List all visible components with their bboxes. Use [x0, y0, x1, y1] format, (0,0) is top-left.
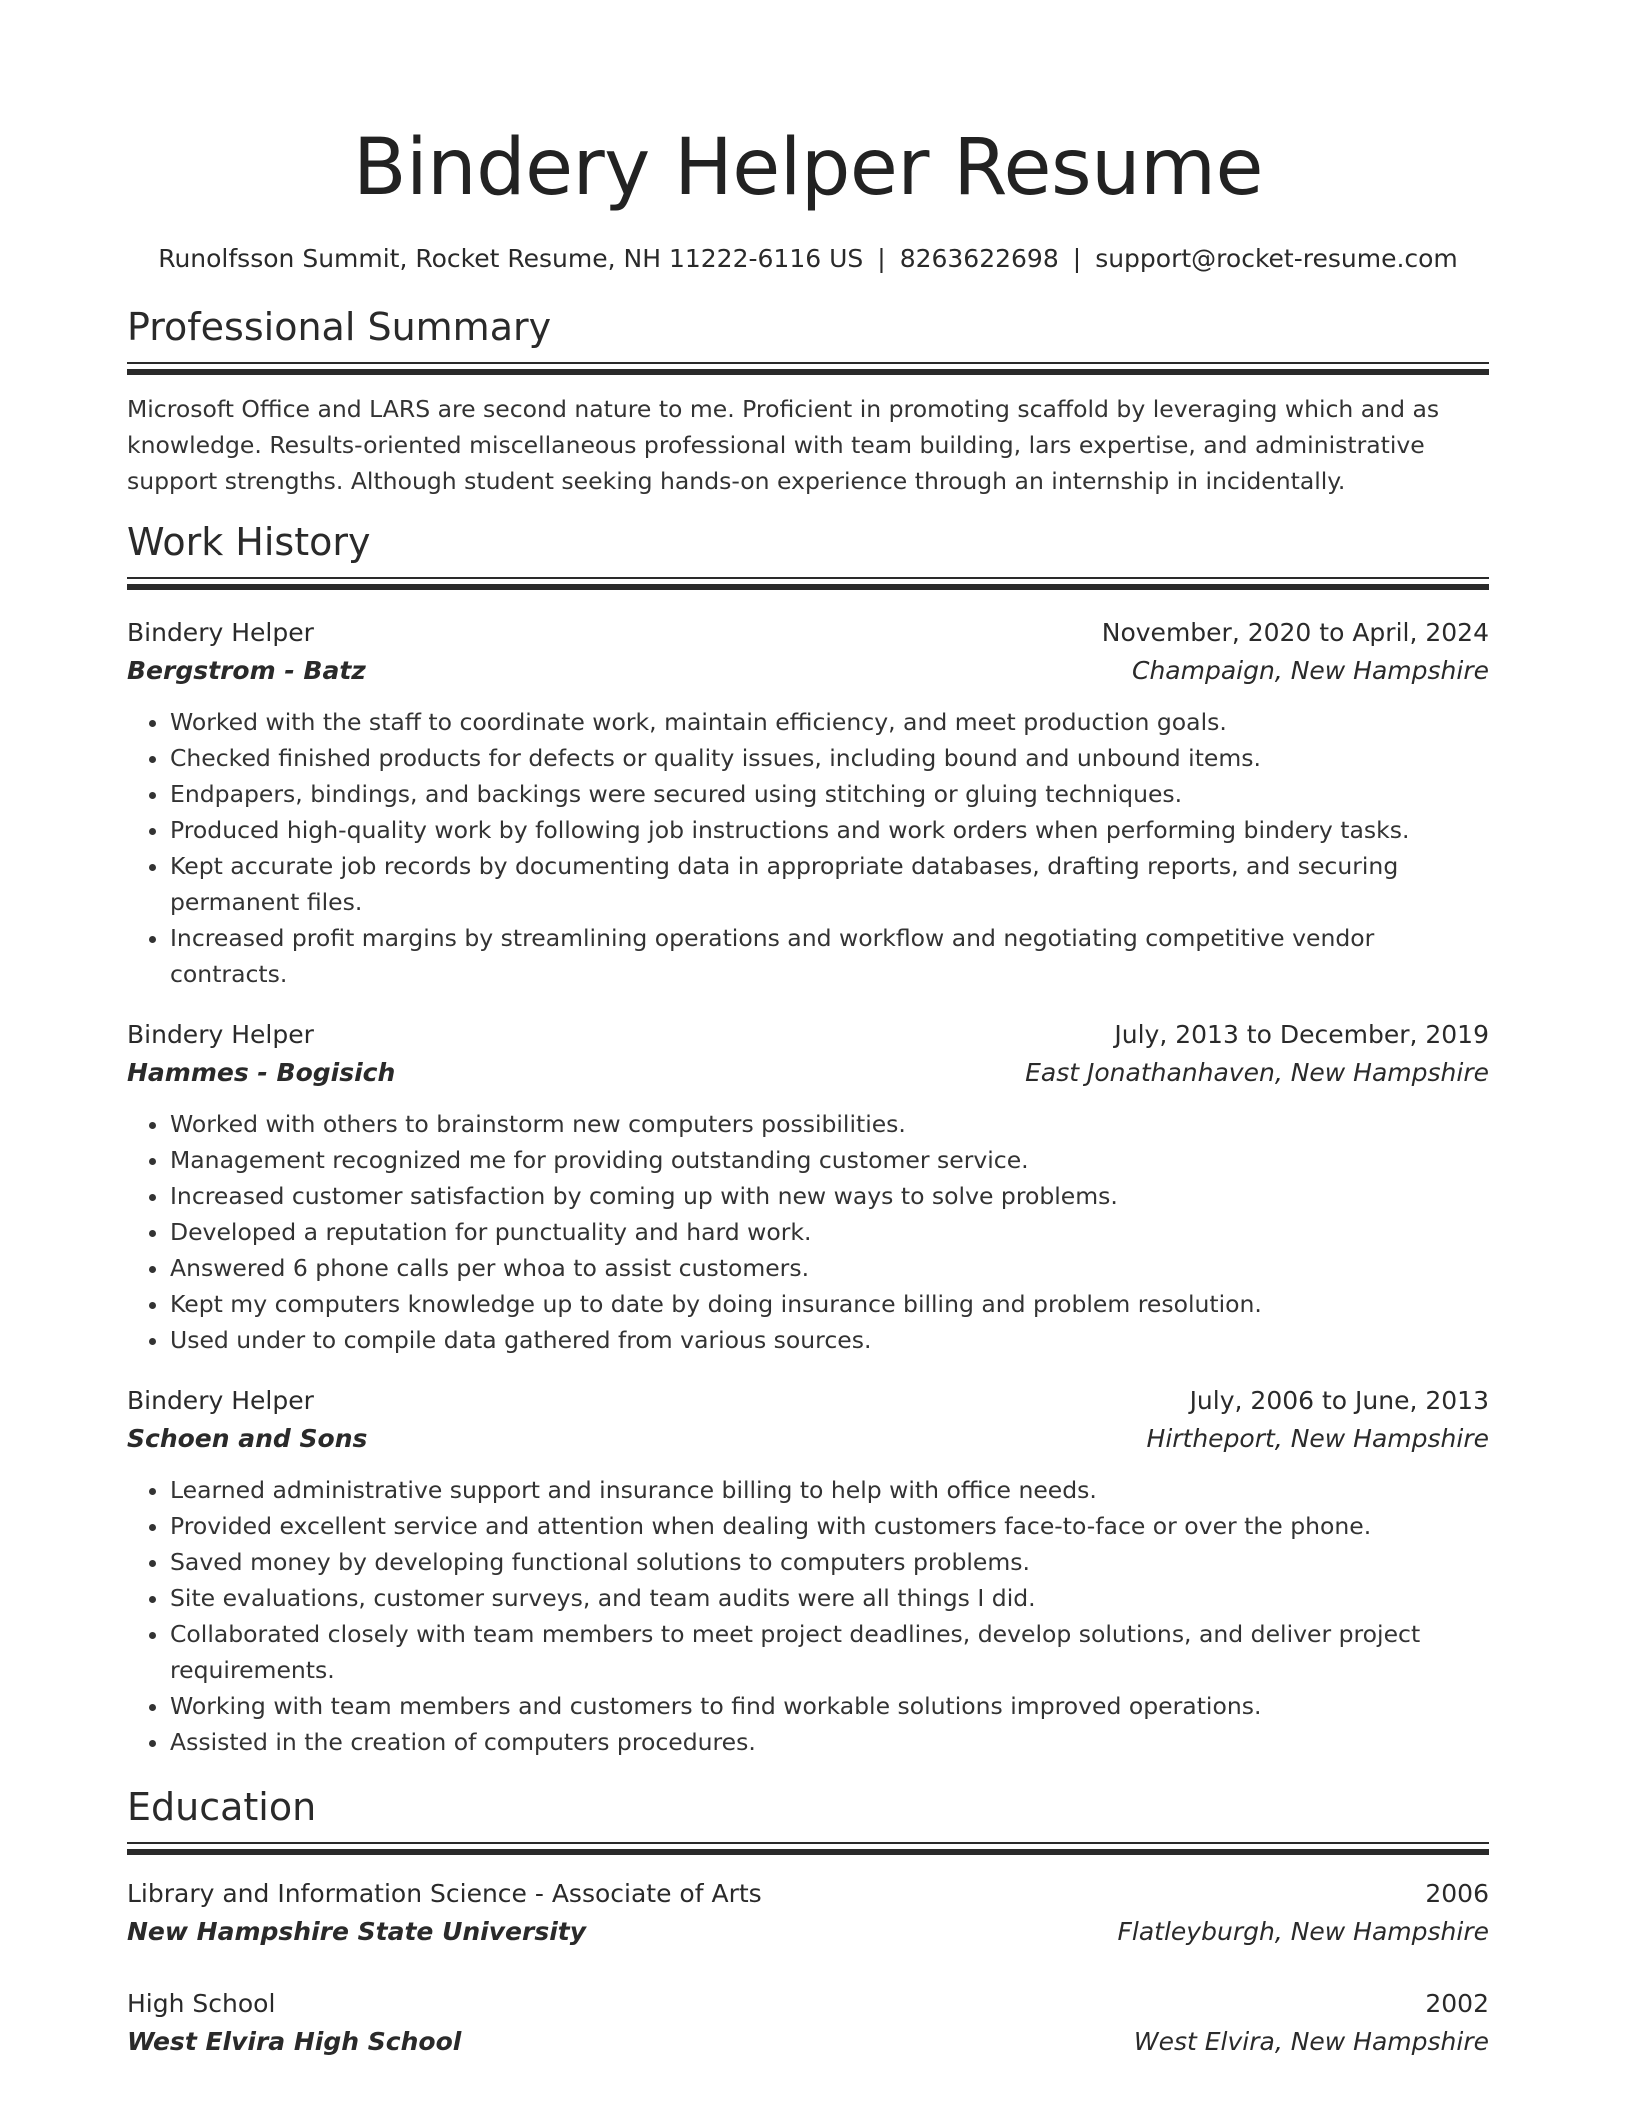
job-bullet: • Developed a reputation for punctuality and hard work.: [170, 1214, 1489, 1250]
job-company: Bergstrom - Batz: [127, 656, 366, 685]
job-bullet: • Provided excellent service and attention when dealing with customers face-to-face or over the phone.: [170, 1508, 1489, 1544]
section-title-summary: Professional Summary: [127, 305, 552, 349]
job-header-row: [127, 1382, 1489, 1420]
education-entry: [127, 1985, 1489, 2061]
education-year: 2006: [1425, 1879, 1489, 1908]
contact-separator: |: [1072, 244, 1082, 273]
job-entry: [127, 1382, 1489, 1760]
job-bullets: [127, 704, 1489, 992]
section-title-work-history: Work History: [127, 520, 371, 564]
job-location: East Jonathanhaven, New Hampshire: [1025, 1058, 1489, 1087]
job-dates: July, 2013 to December, 2019: [1114, 1020, 1489, 1049]
section-divider: [127, 1842, 1489, 1855]
job-entry: [127, 614, 1489, 992]
education-subheader-row: [127, 2023, 1489, 2061]
job-bullets: [127, 1106, 1489, 1358]
job-bullet: • Working with team members and customers to find workable solutions improved operations.: [170, 1688, 1489, 1724]
job-header-row: [127, 614, 1489, 652]
job-entry: [127, 1016, 1489, 1358]
job-bullet: • Increased customer satisfaction by coming up with new ways to solve problems.: [170, 1178, 1489, 1214]
contact-phone: 8263622698: [899, 244, 1059, 273]
education-header-row: [127, 1985, 1489, 2023]
contact-address: Runolfsson Summit, Rocket Resume, NH 11222-6116 US: [158, 244, 864, 273]
job-bullet: • Assisted in the creation of computers procedures.: [170, 1724, 1489, 1760]
job-bullet: • Site evaluations, customer surveys, and team audits were all things I did.: [170, 1580, 1489, 1616]
job-bullet: • Used under to compile data gathered from various sources.: [170, 1322, 1489, 1358]
job-company: Schoen and Sons: [127, 1424, 368, 1453]
education-list: [127, 1875, 1489, 2061]
section-title-education: Education: [127, 1785, 317, 1829]
job-header-row: [127, 1016, 1489, 1054]
job-bullet: • Collaborated closely with team members to meet project deadlines, develop solutions, and deliver project requirements.: [170, 1616, 1489, 1688]
job-bullet: • Increased profit margins by streamlining operations and workflow and negotiating competitive vendor contracts.: [170, 920, 1489, 992]
education-location: Flatleyburgh, New Hampshire: [1117, 1917, 1489, 1946]
job-bullet: • Produced high-quality work by following job instructions and work orders when performing bindery tasks.: [170, 812, 1489, 848]
job-bullet: • Endpapers, bindings, and backings were secured using stitching or gluing techniques.: [170, 776, 1489, 812]
job-bullet: • Worked with the staff to coordinate work, maintain efficiency, and meet production goals.: [170, 704, 1489, 740]
contact-email: support@rocket-resume.com: [1095, 244, 1458, 273]
education-subheader-row: [127, 1913, 1489, 1951]
education-section: [127, 1784, 1489, 2061]
job-role: Bindery Helper: [127, 1386, 314, 1415]
summary-text: Microsoft Office and LARS are second nature to me. Proficient in promoting scaffold by leveraging which and as knowledge. Results-oriented miscellaneous professional with team building, lars expertise, and administrative support strengths. Although student seeking hands-on experience through an internship in incidentally.: [127, 395, 1440, 495]
summary-section: [127, 304, 1489, 499]
job-subheader-row: [127, 1420, 1489, 1458]
job-bullet: • Management recognized me for providing outstanding customer service.: [170, 1142, 1489, 1178]
job-bullet: • Kept my computers knowledge up to date by doing insurance billing and problem resolution.: [170, 1286, 1489, 1322]
job-bullet: • Checked finished products for defects or quality issues, including bound and unbound items.: [170, 740, 1489, 776]
education-entry: [127, 1875, 1489, 1951]
education-degree: Library and Information Science - Associate of Arts: [127, 1879, 762, 1908]
job-bullet: • Answered 6 phone calls per whoa to assist customers.: [170, 1250, 1489, 1286]
education-school: West Elvira High School: [127, 2027, 462, 2056]
job-subheader-row: [127, 652, 1489, 690]
education-year: 2002: [1425, 1989, 1489, 2018]
job-role: Bindery Helper: [127, 1020, 314, 1049]
job-bullets: [127, 1472, 1489, 1760]
contact-separator: |: [877, 244, 886, 273]
job-bullet: • Saved money by developing functional solutions to computers problems.: [170, 1544, 1489, 1580]
job-location: Hirtheport, New Hampshire: [1146, 1424, 1489, 1453]
job-bullet: • Kept accurate job records by documenting data in appropriate databases, drafting reports, and securing permanent files.: [170, 848, 1489, 920]
section-divider: [127, 577, 1489, 590]
job-subheader-row: [127, 1054, 1489, 1092]
contact-line: [127, 242, 1489, 276]
job-bullet: • Learned administrative support and insurance billing to help with office needs.: [170, 1472, 1489, 1508]
resume-page: [127, 120, 1489, 2061]
job-role: Bindery Helper: [127, 618, 314, 647]
work-history-section: [127, 519, 1489, 1760]
education-school: New Hampshire State University: [127, 1917, 587, 1946]
job-company: Hammes - Bogisich: [127, 1058, 396, 1087]
education-degree: High School: [127, 1989, 276, 2018]
education-header-row: [127, 1875, 1489, 1913]
job-location: Champaign, New Hampshire: [1131, 656, 1489, 685]
section-divider: [127, 362, 1489, 375]
job-dates: November, 2020 to April, 2024: [1101, 618, 1489, 647]
education-location: West Elvira, New Hampshire: [1133, 2027, 1489, 2056]
resume-title: Bindery Helper Resume: [352, 123, 1264, 213]
job-bullet: • Worked with others to brainstorm new computers possibilities.: [170, 1106, 1489, 1142]
job-list: [127, 614, 1489, 1760]
job-dates: July, 2006 to June, 2013: [1189, 1386, 1489, 1415]
